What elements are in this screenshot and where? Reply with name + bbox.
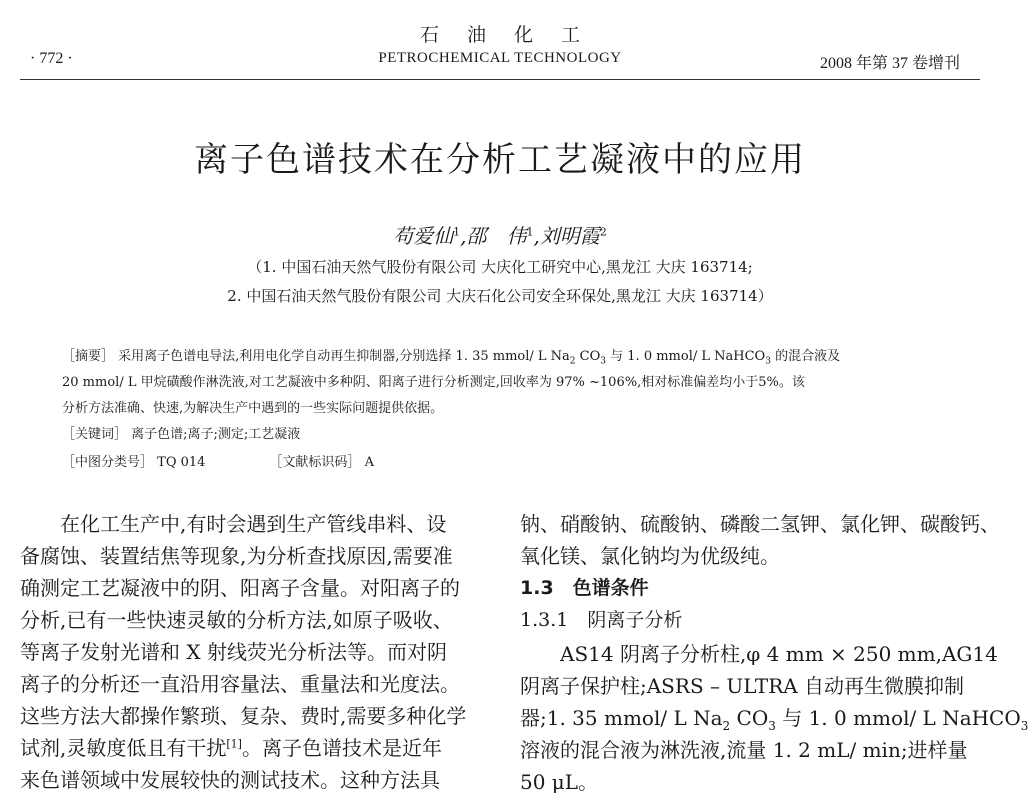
keywords	[62, 423, 300, 442]
body-text-line: 试剂,灵敏度低且有干扰[1]。离子色谱技术是近年	[20, 736, 442, 760]
article-title: 离子色谱技术在分析工艺凝液中的应用	[194, 140, 806, 180]
body-text-line: 在化工生产中,有时会遇到生产管线串料、设	[20, 512, 447, 536]
author-affiliation-mark: 2	[599, 225, 607, 239]
document-code-label: ［文献标识码］	[269, 455, 361, 470]
affiliation-1: （1. 中国石油天然气股份有限公司 大庆化工研究中心,黑龙江 大庆 163714;	[247, 258, 753, 276]
author-name: 苟爱仙	[393, 224, 454, 248]
author-affiliation-mark: 1	[453, 225, 461, 239]
keywords-value: 离子色谱;离子;测定;工艺凝液	[127, 427, 301, 442]
body-text-line: 氧化镁、氯化钠均为优级纯。	[520, 544, 780, 568]
abstract-line: 分析方法准确、快速,为解决生产中遇到的一些实际问题提供依据。	[62, 401, 444, 416]
body-text-line: 离子的分析还一直沿用容量法、重量法和光度法。	[20, 672, 460, 696]
body-text-line: 这些方法大都操作繁琐、复杂、费时,需要多种化学	[20, 704, 467, 728]
body-text-line: 等离子发射光谱和 X 射线荧光分析法等。而对阴	[20, 640, 447, 664]
body-text-line: AS14 阴离子分析柱,φ 4 mm × 250 mm,AG14	[520, 642, 998, 666]
section-heading: 1.3 色谱条件	[520, 577, 649, 599]
author-affiliation-mark: 1	[526, 225, 534, 239]
classification-label: ［中图分类号］	[62, 455, 154, 470]
header-divider	[20, 79, 980, 80]
author-list: 苟爱仙$^1$,邵 伟$^1$,刘明霞$^2$	[393, 224, 607, 248]
document-code-value: A	[360, 455, 374, 470]
body-text-line: 钠、硝酸钠、硫酸钠、磷酸二氢钾、氯化钾、碳酸钙、	[520, 512, 1000, 536]
abstract-label: ［摘要］	[62, 349, 115, 364]
body-text-line: 溶液的混合液为淋洗液,流量 1. 2 mL/ min;进样量	[520, 738, 968, 762]
abstract-line: ［摘要］ 采用离子色谱电导法,利用电化学自动再生抑制器,分别选择 1. 35 mmol/ L $Na_2$ $CO_3$ 与 1. 0 mmol/ L NaHCO$_3$ 的混合液及	[62, 349, 841, 367]
keywords-label: ［关键词］	[62, 427, 128, 442]
journal-title-cn: 石油化工	[419, 24, 608, 46]
body-text-line: 器;1. 35 mmol/ L $Na_2$ $CO_3$ 与 1. 0 mmol/ L NaHCO$_3$	[520, 706, 1028, 733]
body-text-line: 50 μL。	[520, 770, 599, 794]
author-name: 刘明霞	[539, 224, 600, 248]
subsection-heading: 1.3.1 阴离子分析	[520, 609, 683, 631]
citation-ref: [1]	[226, 737, 242, 751]
abstract-line: 20 mmol/ L 甲烷磺酸作淋洗液,对工艺凝液中多种阴、阳离子进行分析测定,回收率为 97% ~106%,相对标准偏差均小于5%。该	[62, 375, 805, 390]
classification-value: TQ 014	[153, 455, 206, 470]
page-number: · 772 ·	[30, 50, 73, 67]
body-text-line: 确测定工艺凝液中的阴、阳离子含量。对阳离子的	[20, 576, 460, 600]
body-text-line: 阴离子保护柱;ASRS – ULTRA 自动再生微膜抑制	[520, 674, 965, 698]
issue-info: 2008 年第 37 卷增刊	[819, 55, 960, 72]
journal-title-en: PETROCHEMICAL TECHNOLOGY	[378, 50, 622, 66]
classification	[62, 451, 374, 470]
body-text-line: 来色谱领域中发展较快的测试技术。这种方法具	[20, 768, 440, 792]
body-text-line: 备腐蚀、装置结焦等现象,为分析查找原因,需要准	[20, 544, 453, 568]
affiliation-2: 2. 中国石油天然气股份有限公司 大庆石化公司安全环保处,黑龙江 大庆 163714）	[227, 287, 773, 305]
author-name: 邵 伟	[466, 224, 527, 248]
body-text-line: 分析,已有一些快速灵敏的分析方法,如原子吸收、	[20, 608, 453, 632]
